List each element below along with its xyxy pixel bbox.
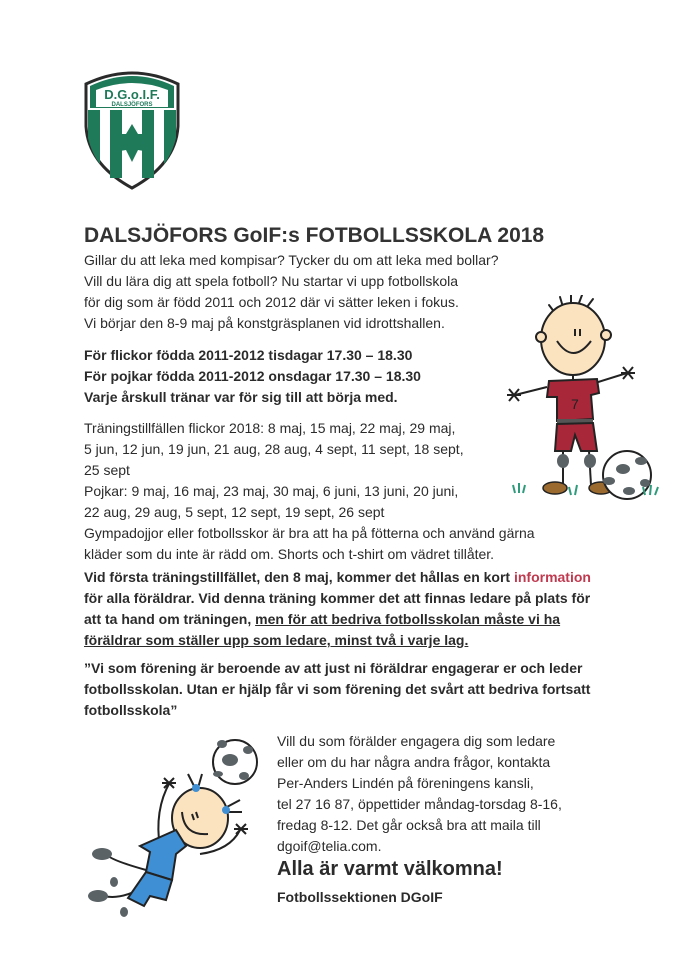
boy-shorts (555, 423, 597, 451)
dates-line: Gympadojjor eller fotbollsskor är bra att ha på fötterna och använd gärna (84, 525, 535, 541)
signature: Fotbollssektionen DGoIF (277, 889, 443, 905)
info-text: Vid första träningstillfället, den 8 maj, kommer det hållas en kort (84, 569, 514, 585)
quote-line: ”Vi som förening är beroende av att just ni föräldrar engagerar er och leder (84, 660, 583, 676)
contact-paragraph (277, 731, 562, 857)
intro-line: Gillar du att leka med kompisar? Tycker du om att leka med bollar? (84, 252, 499, 268)
info-highlight: information (513, 569, 591, 585)
parent-info-paragraph (84, 567, 591, 651)
girl-heading-ball-illustration (80, 730, 270, 920)
schedule-girls: För flickor födda 2011-2012 tisdagar 17.30 – 18.30 (84, 347, 413, 363)
info-text: att ta hand om träningen, (84, 611, 256, 627)
intro-line: Vi börjar den 8-9 maj på konstgräsplanen vid idrottshallen. (84, 315, 445, 331)
crest-name: DALSJÖFORS (111, 102, 153, 108)
intro-paragraph (84, 250, 498, 334)
schedule-paragraph (84, 345, 421, 408)
info-line (84, 567, 591, 588)
schedule-note: Varje årskull tränar var för sig till att börja med. (84, 389, 398, 405)
info-line (84, 609, 591, 630)
girl-shorts (128, 872, 172, 906)
welcome-heading: Alla är varmt välkomna! (277, 858, 503, 880)
boy-with-ball-illustration (505, 295, 665, 510)
intro-line: Vill du lära dig att spela fotboll? Nu startar vi upp fotbollskola (84, 273, 459, 289)
quote-line: fotbollsskolan. Utan er hjälp får vi som förening det svårt att bedriva fortsatt (84, 681, 591, 697)
club-crest-logo (80, 66, 184, 190)
soccer-ball-icon (213, 740, 257, 784)
dates-line: 22 aug, 29 aug, 5 sept, 12 sept, 19 sept, 26 sept (84, 504, 385, 520)
schedule-boys: För pojkar födda 2011-2012 onsdagar 17.30 – 18.30 (84, 368, 421, 384)
contact-line: tel 27 16 87, öppettider måndag-torsdag 8-16, (277, 796, 562, 812)
intro-line: för dig som är född 2011 och 2012 där vi sätter leken i fokus. (84, 294, 459, 310)
dates-line: 5 jun, 12 jun, 19 jun, 21 aug, 28 aug, 4 sept, 11 sept, 18 sept, (84, 441, 464, 457)
contact-line: Per-Anders Lindén på föreningens kansli, (277, 775, 534, 791)
quote-line: fotbollsskola” (84, 702, 178, 718)
dates-line: Träningstillfällen flickor 2018: 8 maj, 15 maj, 22 maj, 29 maj, (84, 420, 456, 436)
info-line: för alla föräldrar. Vid denna träning kommer det att finnas ledare på plats för (84, 590, 591, 606)
boy-head (541, 303, 605, 375)
contact-line: Vill du som förälder engagera dig som ledare (277, 733, 556, 749)
contact-line: fredag 8-12. Det går också bra att maila till (277, 817, 541, 833)
crest-initials: D.G.o.I.F. (104, 87, 160, 102)
contact-email: dgoif@telia.com. (277, 838, 382, 854)
dates-line: Pojkar: 9 maj, 16 maj, 23 maj, 30 maj, 6 juni, 13 juni, 20 juni, (84, 483, 459, 499)
quote-paragraph (84, 658, 590, 721)
info-underlined: men för att bedriva fotbollsskolan måste vi ha (255, 611, 561, 627)
page-title: DALSJÖFORS GoIF:s FOTBOLLSSKOLA 2018 (84, 224, 545, 247)
training-dates-paragraph (84, 418, 535, 565)
contact-line: eller om du har några andra frågor, kontakta (277, 754, 551, 770)
dates-line: 25 sept (84, 462, 130, 478)
dates-line: kläder som du inte är rädd om. Shorts och t-shirt om vädret tillåter. (84, 546, 495, 562)
shirt-number: 7 (571, 396, 579, 412)
info-underlined: föräldrar som ställer upp som ledare, minst två i varje lag. (84, 632, 469, 648)
